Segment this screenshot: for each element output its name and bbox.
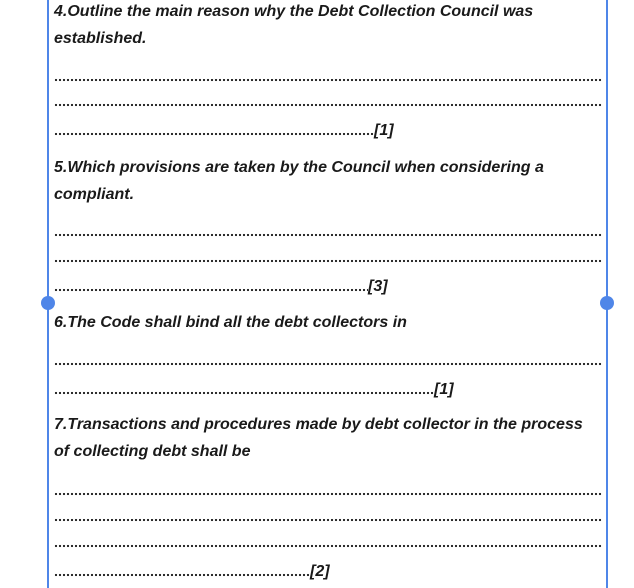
question-7-text: 7.Transactions and procedures made by debt collector in the process of collecting debt shall be bbox=[54, 416, 583, 460]
answer-line[interactable] bbox=[54, 362, 602, 366]
answer-line-with-marks[interactable] bbox=[54, 560, 338, 580]
answer-line-with-marks[interactable] bbox=[54, 119, 402, 139]
frame-right-border bbox=[606, 0, 608, 588]
question-4-text: 4.Outline the main reason why the Debt Collection Council was established. bbox=[54, 3, 534, 47]
question-6-text: 6.The Code shall bind all the debt collectors in bbox=[54, 314, 407, 331]
answer-line[interactable] bbox=[54, 573, 310, 577]
answer-line-with-marks[interactable] bbox=[54, 378, 464, 398]
question-7-marks: [2] bbox=[310, 563, 330, 580]
answer-line[interactable] bbox=[54, 233, 602, 237]
answer-line[interactable] bbox=[54, 492, 602, 496]
answer-line-with-marks[interactable] bbox=[54, 275, 394, 295]
answer-line[interactable] bbox=[54, 259, 602, 263]
answer-line[interactable] bbox=[54, 78, 602, 82]
answer-line[interactable] bbox=[54, 132, 374, 136]
resize-handle-right[interactable] bbox=[600, 296, 614, 310]
answer-line[interactable] bbox=[54, 288, 368, 292]
question-5-text: 5.Which provisions are taken by the Council when considering a compliant. bbox=[54, 159, 544, 203]
answer-line[interactable] bbox=[54, 103, 602, 107]
frame-left-border bbox=[47, 0, 49, 588]
answer-line[interactable] bbox=[54, 391, 434, 395]
question-4-marks: [1] bbox=[374, 122, 394, 139]
answer-line[interactable] bbox=[54, 518, 602, 522]
answer-line[interactable] bbox=[54, 544, 602, 548]
question-5-marks: [3] bbox=[368, 278, 388, 295]
resize-handle-left[interactable] bbox=[41, 296, 55, 310]
question-6-marks: [1] bbox=[434, 381, 454, 398]
